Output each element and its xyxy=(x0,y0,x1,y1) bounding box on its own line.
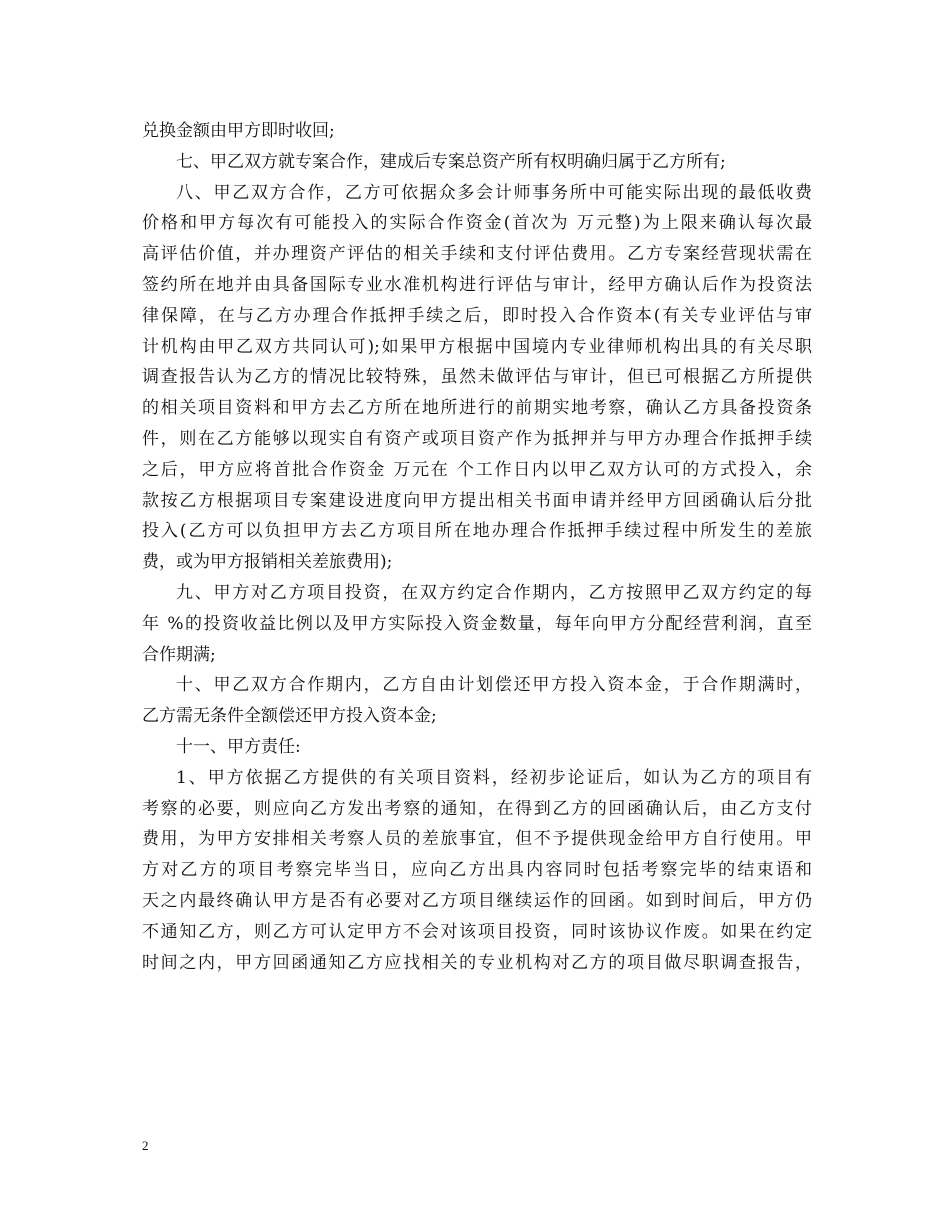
text-line: 十一、甲方责任: xyxy=(176,736,301,757)
document-body xyxy=(142,116,812,978)
text-line: 合作期满; xyxy=(142,644,216,665)
text-line: 律保障，在与乙方办理合作抵押手续之后，即时投入合作资本(有关专业评估与审 xyxy=(142,305,812,326)
text-line: 乙方需无条件全额偿还甲方投入资本金; xyxy=(142,706,437,727)
text-line: 调查报告认为乙方的情况比较特殊，虽然未做评估与审计，但已可根据乙方所提供 xyxy=(142,367,812,388)
text-line: 十、甲乙双方合作期内，乙方自由计划偿还甲方投入资本金，于合作期满时， xyxy=(176,675,812,696)
text-line: 年 %的投资收益比例以及甲方实际投入资金数量，每年向甲方分配经营利润，直至 xyxy=(142,613,812,634)
text-line: 八、甲乙双方合作，乙方可依据众多会计师事务所中可能实际出现的最低收费 xyxy=(176,182,812,203)
text-line: 的相关项目资料和甲方去乙方所在地所进行的前期实地考察，确认乙方具备投资条 xyxy=(142,398,812,419)
text-line: 兑换金额由甲方即时收回; xyxy=(142,121,335,141)
text-line: 价格和甲方每次有可能投入的实际合作资金(首次为 万元整)为上限来确认每次最 xyxy=(142,213,812,234)
text-line: 1、甲方依据乙方提供的有关项目资料，经初步论证后，如认为乙方的项目有 xyxy=(176,767,812,788)
text-line: 九、甲方对乙方项目投资，在双方约定合作期内，乙方按照甲乙双方约定的每 xyxy=(176,582,812,603)
text-line: 天之内最终确认甲方是否有必要对乙方项目继续运作的回函。如到时间后，甲方仍 xyxy=(142,890,812,911)
text-line: 考察的必要，则应向乙方发出考察的通知，在得到乙方的回函确认后，由乙方支付 xyxy=(142,798,812,819)
text-line: 件，则在乙方能够以现实自有资产或项目资产作为抵押并与甲方办理合作抵押手续 xyxy=(142,428,812,449)
text-line: 高评估价值，并办理资产评估的相关手续和支付评估费用。乙方专案经营现状需在 xyxy=(142,244,812,265)
text-line: 计机构由甲乙双方共同认可);如果甲方根据中国境内专业律师机构出具的有关尽职 xyxy=(142,336,812,357)
text-line: 签约所在地并由具备国际专业水准机构进行评估与审计，经甲方确认后作为投资法 xyxy=(142,274,812,295)
text-line: 不通知乙方，则乙方可认定甲方不会对该项目投资，同时该协议作废。如果在约定 xyxy=(142,921,812,942)
text-line: 七、甲乙双方就专案合作，建成后专案总资产所有权明确归属于乙方所有; xyxy=(176,151,726,172)
text-line: 时间之内，甲方回函通知乙方应找相关的专业机构对乙方的项目做尽职调查报告， xyxy=(142,952,812,973)
text-line: 方对乙方的项目考察完毕当日，应向乙方出具内容同时包括考察完毕的结束语和 xyxy=(142,860,812,881)
page-number: 2 xyxy=(142,1138,149,1153)
text-line: 款按乙方根据项目专案建设进度向甲方提出相关书面申请并经甲方回函确认后分批 xyxy=(142,490,812,511)
text-line: 投入(乙方可以负担甲方去乙方项目所在地办理合作抵押手续过程中所发生的差旅 xyxy=(142,521,812,542)
text-line: 之后，甲方应将首批合作资金 万元在 个工作日内以甲乙双方认可的方式投入，余 xyxy=(142,459,812,480)
text-line: 费，或为甲方报销相关差旅费用); xyxy=(142,552,393,573)
text-line: 费用，为甲方安排相关考察人员的差旅事宜，但不予提供现金给甲方自行使用。甲 xyxy=(142,829,812,850)
